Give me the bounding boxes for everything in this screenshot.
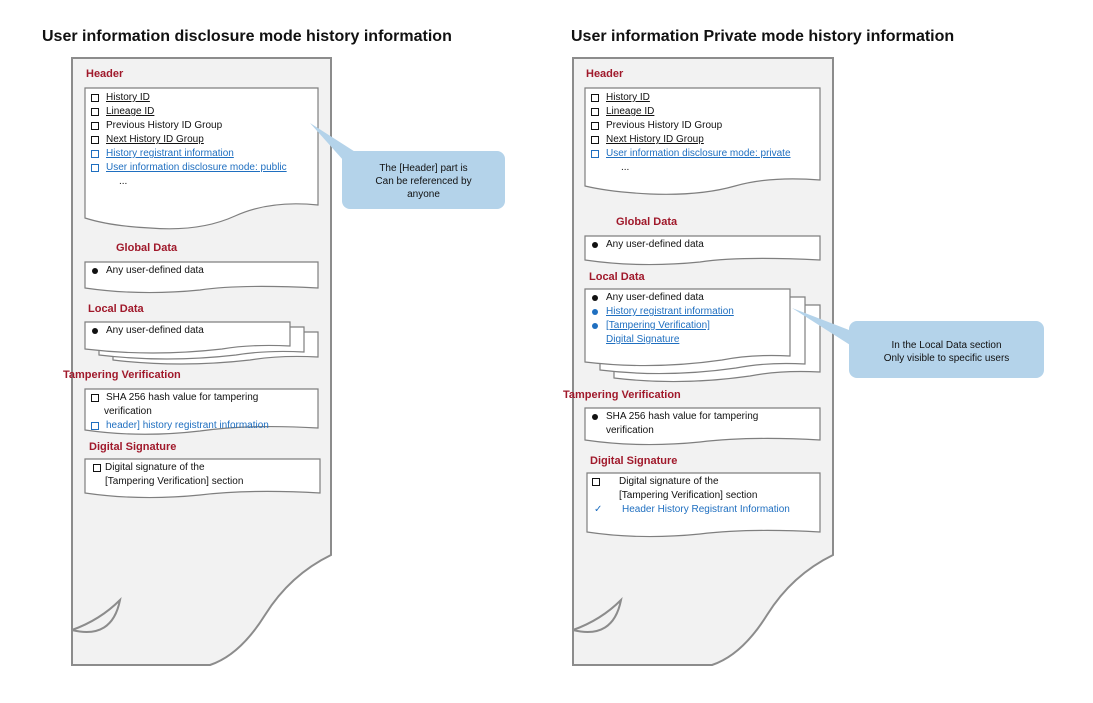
list-item: SHA 256 hash value for tampering — [89, 391, 269, 405]
right-local-label: Local Data — [589, 271, 645, 283]
left-local-list — [89, 324, 204, 338]
left-global-label: Global Data — [116, 242, 178, 254]
list-item: Digital Signature — [606, 334, 680, 345]
list-item: Previous History ID Group — [89, 119, 287, 133]
check-icon: ✓ — [594, 504, 603, 515]
list-item: Lineage ID — [589, 105, 791, 119]
right-callout-text: In the Local Data section Only visible to specific users — [883, 340, 1010, 364]
right-tamper-label: Tampering Verification — [563, 389, 681, 401]
left-title: User information disclosure mode history information — [42, 28, 452, 45]
list-item: SHA 256 hash value for tampering — [589, 410, 758, 424]
left-header-list — [89, 91, 287, 189]
left-global-list — [89, 264, 204, 278]
list-item: ... — [119, 176, 128, 187]
list-item: header] history registrant information — [89, 419, 269, 433]
list-item: ... — [621, 162, 630, 173]
list-item: User information disclosure mode: private — [589, 147, 791, 161]
list-item: Any user-defined data — [589, 291, 734, 305]
right-global-list — [589, 238, 704, 252]
list-item: [Tampering Verification] section — [619, 490, 758, 501]
right-tamper-list — [589, 410, 758, 438]
list-item: Lineage ID — [89, 105, 287, 119]
left-tamper-list — [89, 391, 269, 433]
list-item: History registrant information — [89, 147, 287, 161]
list-item: Previous History ID Group — [589, 119, 791, 133]
right-global-label: Global Data — [616, 216, 678, 228]
left-tamper-label: Tampering Verification — [63, 369, 181, 381]
right-signature-label: Digital Signature — [590, 455, 678, 467]
right-header-list — [589, 91, 791, 175]
list-item: History ID — [89, 91, 287, 105]
list-item: User information disclosure mode: public — [89, 161, 287, 175]
right-title: User information Private mode history information — [571, 28, 955, 45]
right-local-list — [589, 291, 734, 347]
list-item: verification — [606, 425, 654, 436]
list-item: Digital signature of the — [91, 461, 243, 475]
list-item: History registrant information — [589, 305, 734, 319]
list-item: [Tampering Verification] section — [105, 476, 244, 487]
left-local-label: Local Data — [88, 303, 144, 315]
left-callout-text: The [Header] part is Can be referenced by anyone — [375, 163, 472, 200]
list-item: Next History ID Group — [589, 133, 791, 147]
list-item: Any user-defined data — [589, 238, 704, 252]
list-item: History ID — [589, 91, 791, 105]
list-item: verification — [104, 406, 152, 417]
left-signature-list — [91, 461, 243, 489]
right-header-label: Header — [586, 68, 624, 80]
list-item: [Tampering Verification] — [589, 319, 734, 333]
left-signature-label: Digital Signature — [89, 441, 177, 453]
right-signature-list — [590, 475, 790, 517]
list-item: Any user-defined data — [89, 324, 204, 338]
list-item: Digital signature of the — [590, 475, 790, 489]
list-item: Next History ID Group — [89, 133, 287, 147]
list-item: ✓ Header History Registrant Information — [594, 504, 790, 515]
left-header-label: Header — [86, 68, 124, 80]
list-item: Any user-defined data — [89, 264, 204, 278]
